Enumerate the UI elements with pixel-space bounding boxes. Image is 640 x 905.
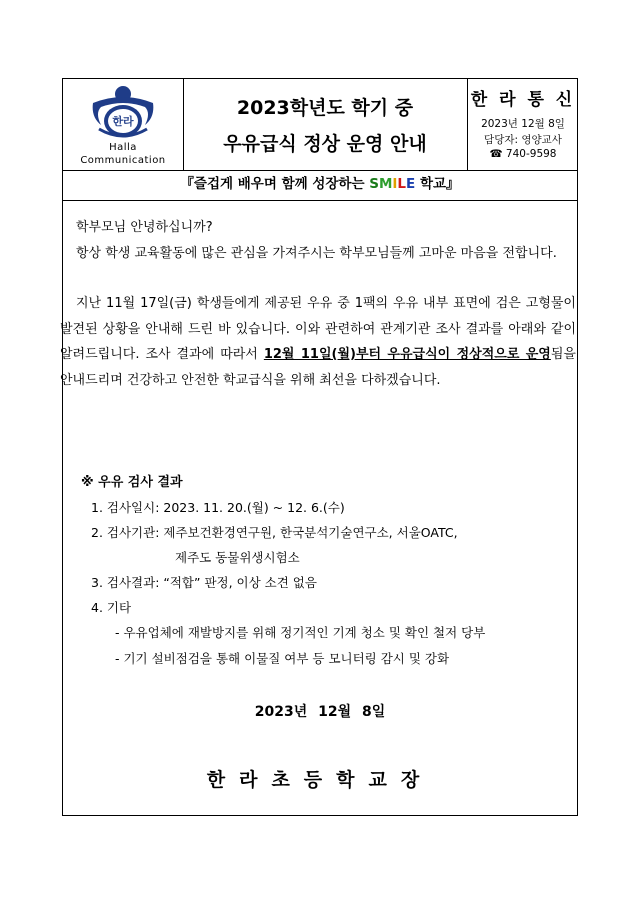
smile-letter: L: [397, 176, 407, 192]
motto-prefix: 『즐겁게 배우며 함께 성장하는: [180, 176, 370, 192]
other-sub-item: - 우유업체에 재발방지를 위해 정기적인 기계 청소 및 확인 철저 당부: [115, 625, 486, 640]
issue-date: 2023년 12월 8일: [481, 118, 565, 130]
school-logo-cell: [63, 79, 184, 170]
paragraph-thanks: 항상 학생 교육활동에 많은 관심을 가져주시는 학부모님들께 고마운 마음을 전합니다.: [76, 245, 557, 261]
logo-name-line2: Communication: [80, 155, 166, 166]
greeting: 학부모님 안녕하십니까?: [76, 220, 213, 235]
logo-name-line1: Halla: [109, 142, 137, 153]
result-item-agencies-cont: 제주도 동물위생시험소: [175, 550, 300, 565]
smile-letter: I: [392, 176, 398, 192]
smile-letter: M: [378, 176, 393, 192]
smile-letter: S: [369, 176, 379, 192]
notice-text-start: 지난 11월 17일(금) 학생들에게 제공된 우유 중 1팩의 우유 내부 표면에 검은 고형물이 발견된 상황을 안내해 드린 바 있습니다. 이와 관련하여 관계기관 조사 결과를 아래와 같이 알려드립니다. 조사 결과에 따라서: [60, 296, 576, 362]
letter-body: [60, 215, 576, 393]
contact-person: 담당자: 영양교사: [484, 134, 562, 146]
document-frame: [62, 78, 578, 816]
title-cell: [183, 79, 468, 170]
newsletter-title: 한 라 통 신: [470, 90, 576, 110]
motto-suffix: 학교』: [415, 176, 460, 192]
results-heading: ※ 우유 검사 결과: [81, 475, 183, 490]
newsletter-info-cell: [467, 79, 579, 170]
halla-logo-icon: [85, 83, 161, 141]
result-item-date: 1. 검사일시: 2023. 11. 20.(월) ~ 12. 6.(수): [91, 500, 345, 515]
smile-letter: E: [406, 176, 416, 192]
notice-highlight: 12월 11일(월)부터 우유급식이 정상적으로 운영: [263, 347, 551, 362]
letter-header: [63, 79, 577, 171]
result-item-other: 4. 기타: [91, 600, 132, 615]
result-item-outcome: 3. 검사결과: “적합” 판정, 이상 소견 없음: [91, 575, 317, 590]
principal-signature: 한라초등학교장: [206, 769, 434, 791]
paragraph-notice: [60, 291, 576, 393]
result-item-agencies: 2. 검사기관: 제주보건환경연구원, 한국분석기술연구소, 서울OATC,: [91, 525, 458, 540]
page-title-line1: 2023학년도 학기 중: [236, 97, 414, 119]
page-title-line2: 우유급식 정상 운영 안내: [223, 133, 427, 155]
footer-date: 2023년 12월 8일: [254, 704, 386, 720]
school-motto: [63, 170, 577, 201]
other-sub-item: - 기기 설비점검을 통해 이물질 여부 등 모니터링 감시 및 강화: [115, 651, 450, 666]
notice-text-end: 됨을 안내드리며 건강하고 안전한 학교급식을 위해 최선을 다하겠습니다.: [60, 347, 576, 388]
motto-smile-word: [369, 176, 415, 192]
logo-mark-text: 한라: [112, 115, 134, 128]
contact-phone: ☎ 740-9598: [489, 148, 557, 160]
